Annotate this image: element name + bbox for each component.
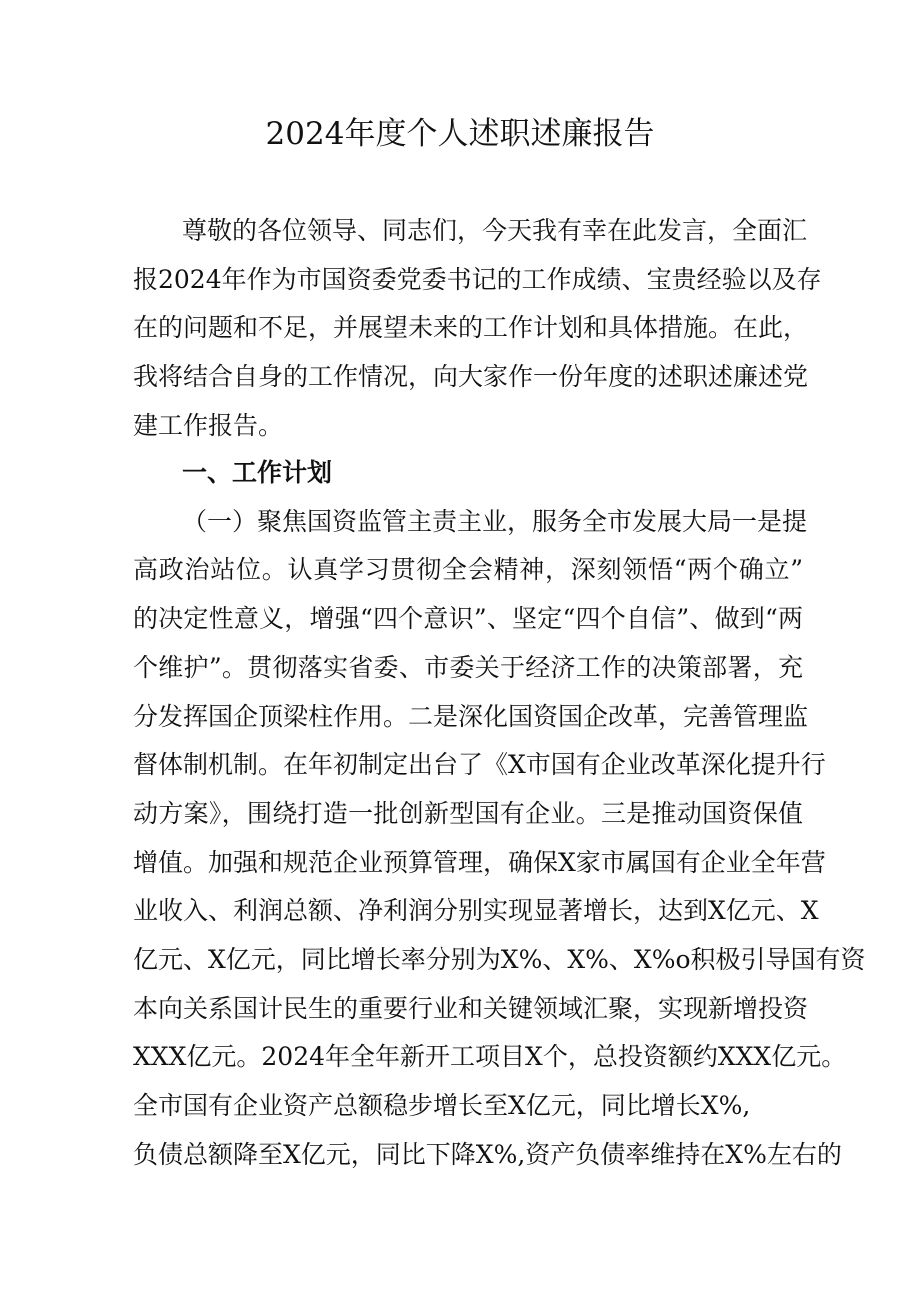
- body-line: 的决定性意义，增强“四个意识”、坚定“四个自信”、做到“两: [133, 604, 803, 633]
- body-line: 动方案》，围绕打造一批创新型国有企业。三是推动国资保值: [133, 799, 803, 828]
- body-line: （一）聚焦国资监管主责主业，服务全市发展大局一是提: [182, 507, 808, 536]
- body-line: 督体制机制。在年初制定出台了《X市国有企业改革深化提升行: [133, 750, 826, 779]
- body-line: 全市国有企业资产总额稳步增长至X亿元，同比增长X%,: [133, 1091, 751, 1120]
- body-line: 分发挥国企顶梁柱作用。二是深化国资国企改革，完善管理监: [133, 702, 809, 731]
- body-line: 高政治站位。认真学习贯彻全会精神，深刻领悟“两个确立”: [133, 555, 803, 584]
- section-heading: 一、工作计划: [182, 458, 333, 487]
- intro-line: 在的问题和不足，并展望未来的工作计划和具体措施。在此，: [133, 313, 809, 342]
- body-line: 亿元、X亿元，同比增长率分别为X%、X%、X%o积极引导国有资: [133, 945, 866, 974]
- body-line: 业收入、利润总额、净利润分别实现显著增长，达到X亿元、X: [133, 896, 819, 925]
- document-title: 2024年度个人述职述廉报告: [265, 116, 655, 152]
- body-line: 本向关系国计民生的重要行业和关键领域汇聚，实现新增投资: [133, 994, 809, 1023]
- body-line: 负债总额降至X亿元，同比下降X%,资产负债率维持在X%左右的: [133, 1140, 842, 1169]
- intro-line: 建工作报告。: [133, 411, 284, 440]
- body-line: 个维护”。贯彻落实省委、市委关于经济工作的决策部署，充: [133, 653, 803, 682]
- body-line: XXX亿元。2024年全年新开工项目X个，总投资额约XXX亿元。: [133, 1042, 847, 1071]
- intro-line: 报2024年作为市国资委党委书记的工作成绩、宝贵经验以及存: [133, 265, 822, 294]
- intro-line: 尊敬的各位领导、同志们，今天我有幸在此发言，全面汇: [182, 216, 808, 245]
- body-line: 增值。加强和规范企业预算管理，确保X家市属国有企业全年营: [133, 848, 826, 877]
- intro-line: 我将结合自身的工作情况，向大家作一份年度的述职述廉述党: [133, 362, 809, 391]
